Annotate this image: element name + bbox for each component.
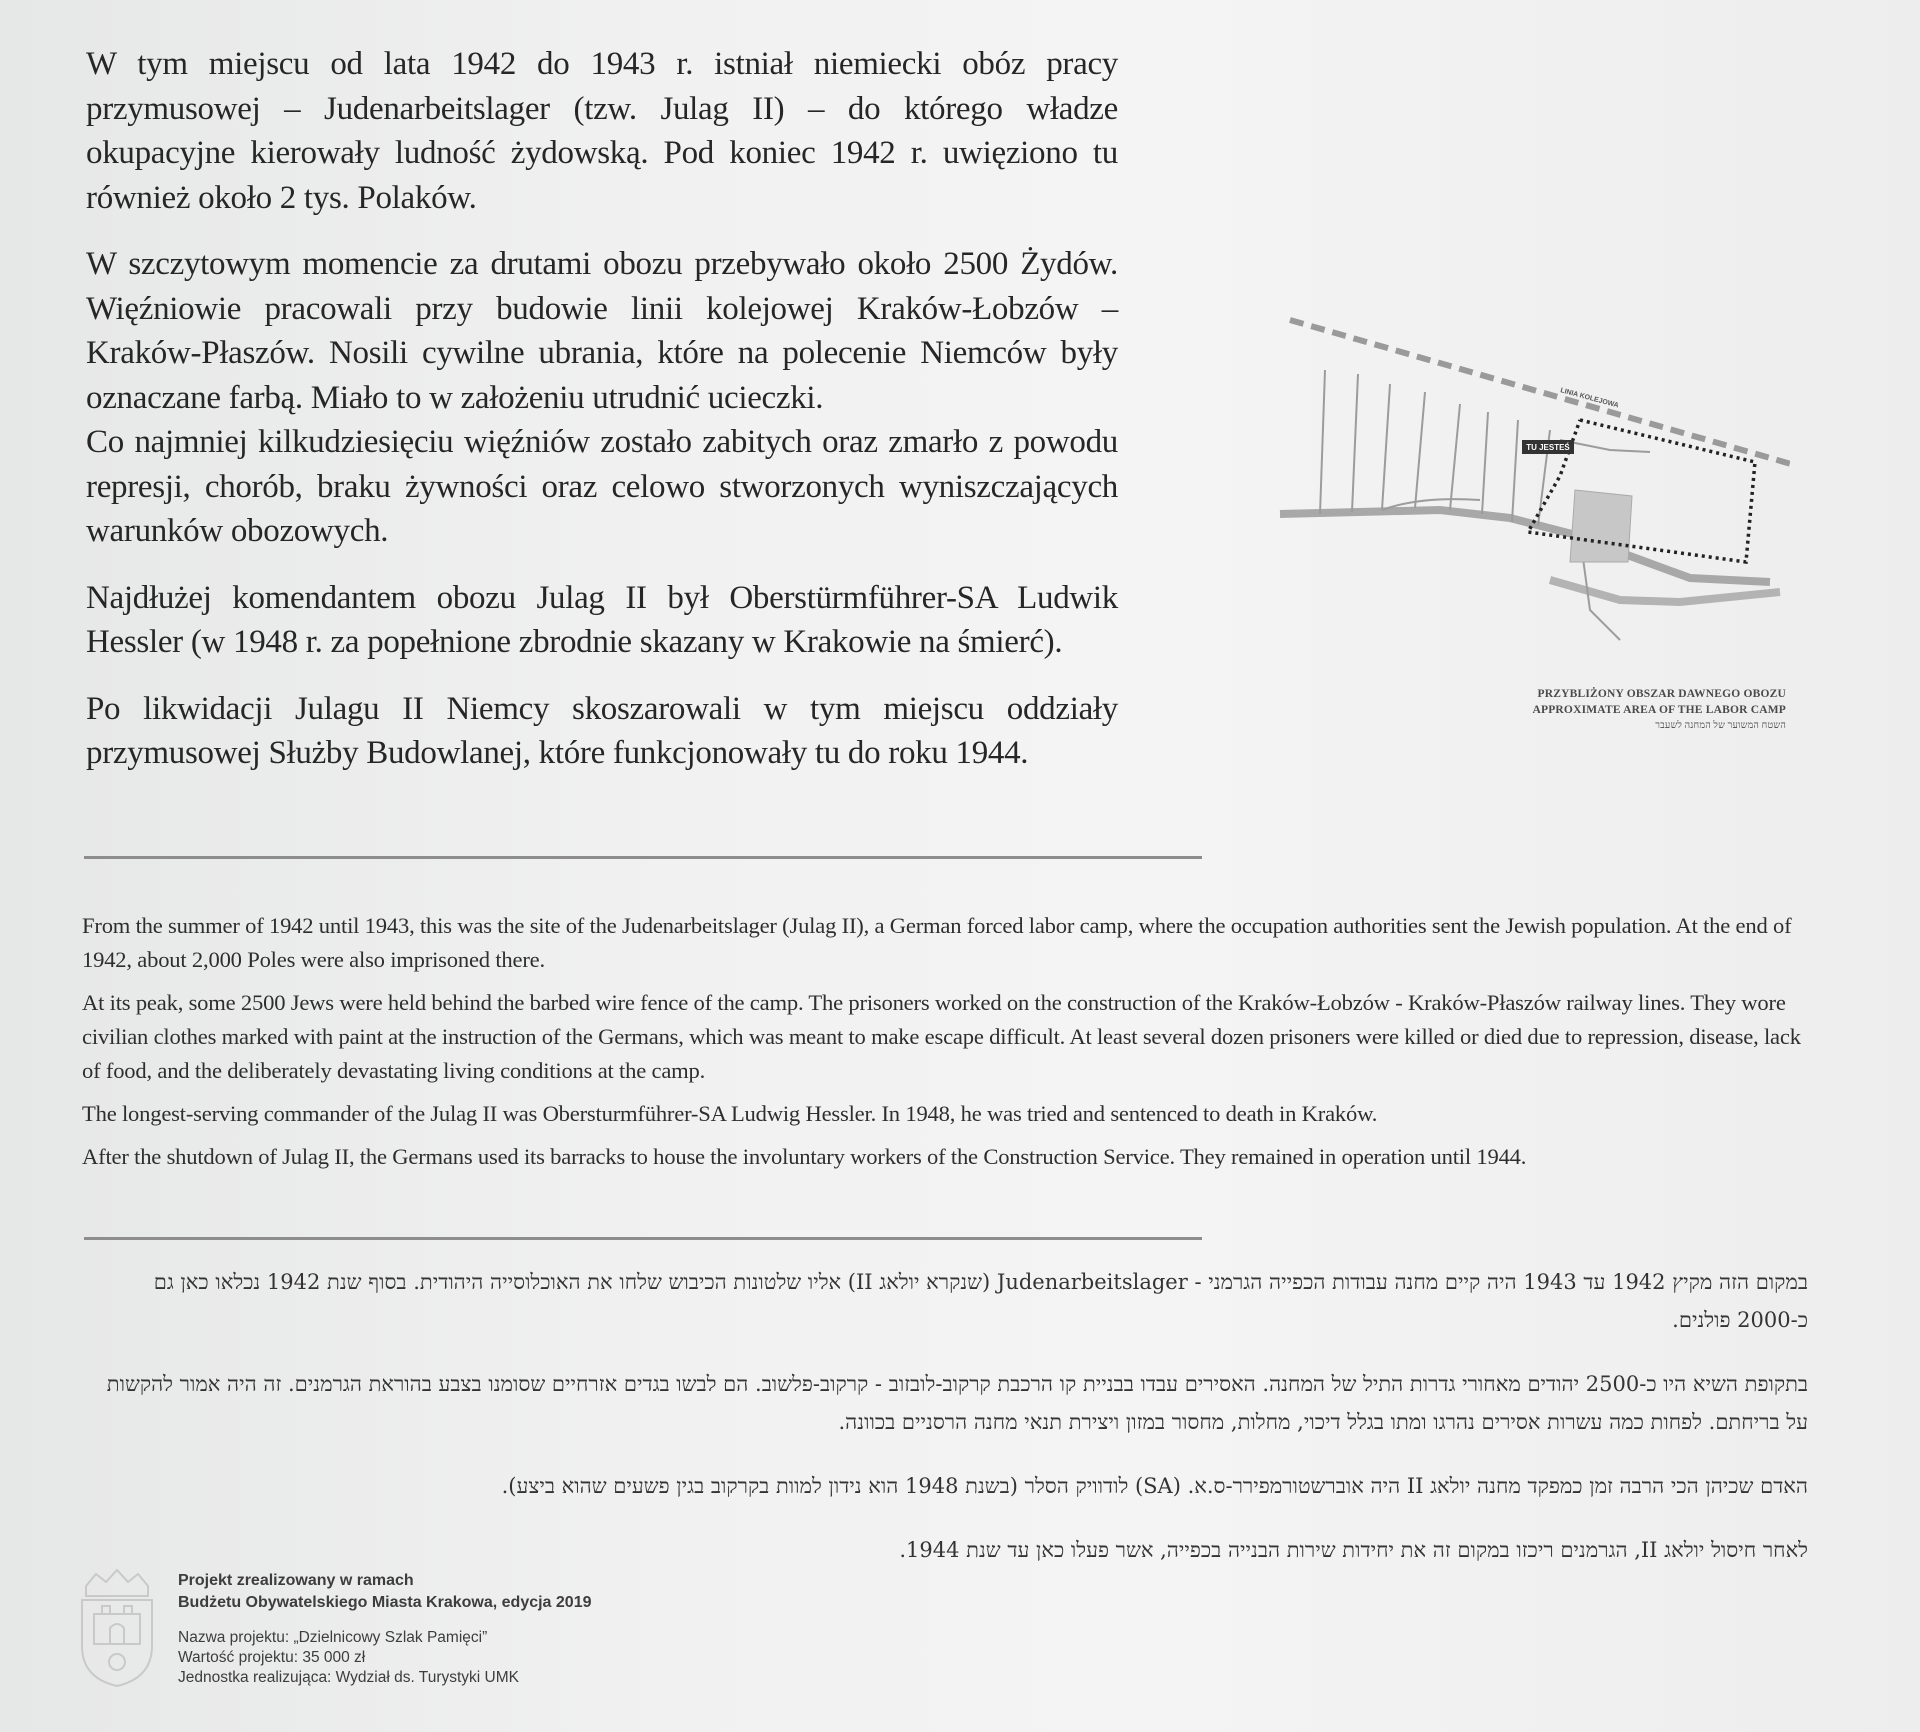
footer-line-2: Budżetu Obywatelskiego Miasta Krakowa, edycja 2019 — [178, 1594, 592, 1611]
camp-area-map — [1250, 300, 1790, 720]
polish-paragraph-4: Najdłużej komendantem obozu Julag II był Oberstürmführer-SA Ludwik Hessler (w 1948 r. za popełnione zbrodnie skazany w Krakowie na śmierć). — [86, 579, 1118, 660]
hebrew-paragraph-3: האדם שכיהן הכי הרבה זמן כמפקד מחנה יולאג II היה אוברשטורמפירר-ס.א. (SA) לודוויק הסלר (בשנת 1948 הוא נידון למוות בקרקוב בגין פשעים שהוא ביצע). — [501, 1474, 1808, 1498]
map-caption-he: השטח המשוער של המחנה לשעבר — [1655, 721, 1786, 731]
main-road — [1280, 510, 1770, 582]
hebrew-text-block — [88, 1263, 1808, 1595]
english-paragraph-3: The longest-serving commander of the Julag II was Obersturmführer-SA Ludwig Hessler. In 1948, he was tried and sentenced to death in Kraków. — [82, 1101, 1378, 1126]
hebrew-paragraph-4: לאחר חיסול יולאג II, הגרמנים ריכזו במקום זה את יחידות שירות הבנייה בכפייה, אשר פעלו כאן עד שנת 1944. — [899, 1538, 1808, 1562]
you-are-here-label: TU JESTEŚ — [1526, 443, 1570, 452]
english-text-block — [82, 909, 1822, 1183]
railway-label: LINIA KOLEJOWA — [1559, 387, 1620, 410]
polish-paragraph-2: W szczytowym momencie za drutami obozu przebywało około 2500 Żydów. Więźniowie pracowali przy budowie linii kolejowej Kraków-Łobzów – Kraków-Płaszów. Nosili cywilne ubrania, które na polecenie Niemców były oznaczane farbą. Miało to w założeniu utrudnić ucieczki. — [86, 246, 1118, 416]
footer-line-5: Jednostka realizująca: Wydział ds. Turystyki UMK — [178, 1669, 519, 1686]
polish-paragraph-3: Co najmniej kilkudziesięciu więźniów zostało zabitych oraz zmarło z powodu represji, chorób, braku żywności oraz celowo stworzonych wyniszczających warunków obozowych. — [86, 424, 1118, 549]
krakow-crest-icon — [76, 1566, 158, 1690]
project-footer — [178, 1570, 592, 1688]
hebrew-paragraph-1: במקום הזה מקיץ 1942 עד 1943 היה קיים מחנה עבודות הכפייה הגרמני - Judenarbeitslager (שנקרא יולאג II) אליו שלטונות הכיבוש שלחו את האוכלוסייה היהודית. בסוף שנת 1942 נכלאו כאן גם כ-2000 פולנים. — [153, 1270, 1808, 1332]
polish-text-block — [86, 42, 1118, 798]
map-caption — [1480, 686, 1786, 734]
english-paragraph-4: After the shutdown of Julag II, the Germans used its barracks to house the involuntary workers of the Construction Service. They remained in operation until 1944. — [82, 1144, 1527, 1169]
map-caption-en: APPROXIMATE AREA OF THE LABOR CAMP — [1532, 704, 1786, 716]
polish-paragraph-5: Po likwidacji Julagu II Niemcy skoszarowali w tym miejscu oddziały przymusowej Służby Budowlanej, które funkcjonowały tu do roku 1944. — [86, 690, 1118, 771]
footer-line-3: Nazwa projektu: „Dzielnicowy Szlak Pamięci” — [178, 1629, 488, 1646]
divider-rule-1 — [84, 856, 1202, 859]
map-caption-pl: PRZYBLIŻONY OBSZAR DAWNEGO OBOZU — [1537, 688, 1786, 700]
camp-shaded-area — [1570, 490, 1632, 562]
footer-line-1: Projekt zrealizowany w ramach — [178, 1572, 414, 1589]
divider-rule-2 — [84, 1237, 1202, 1240]
hebrew-paragraph-2: בתקופת השיא היו כ-2500 יהודים מאחורי גדרות התיל של המחנה. האסירים עבדו בבניית קו הרכבת קרקוב-לובזוב - קרקוב-פלשוב. הם לבשו בגדים אזרחיים שסומנו בצבע בהוראת הגרמנים. זה היה אמור להקשות על בריחתם. לפחות כמה עשרות אסירים נהרגו ומתו בגלל דיכוי, מחלות, מחסור במזון ויצירת תנאי מחנה הרסניים בכוונה. — [106, 1372, 1808, 1434]
english-paragraph-1: From the summer of 1942 until 1943, this was the site of the Judenarbeitslager (Julag II), a German forced labor camp, where the occupation authorities sent the Jewish population. At the end of 1942, about 2,000 Poles were also imprisoned there. — [82, 913, 1792, 972]
footer-line-4: Wartość projektu: 35 000 zł — [178, 1649, 366, 1666]
english-paragraph-2: At its peak, some 2500 Jews were held behind the barbed wire fence of the camp. The prisoners worked on the construction of the Kraków-Łobzów - Kraków-Płaszów railway lines. They wore civilian clothes marked with paint at the instruction of the Germans, which was meant to make escape difficult. At least several dozen prisoners were killed or died due to repression, disease, lack of food, and the deliberately devastating living conditions at the camp. — [82, 990, 1801, 1083]
polish-paragraph-1: W tym miejscu od lata 1942 do 1943 r. istniał niemiecki obóz pracy przymusowej – Judenarbeitslager (tzw. Julag II) – do którego władze okupacyjne kierowały ludność żydowską. Pod koniec 1942 r. uwięziono tu również około 2 tys. Polaków. — [86, 46, 1118, 216]
